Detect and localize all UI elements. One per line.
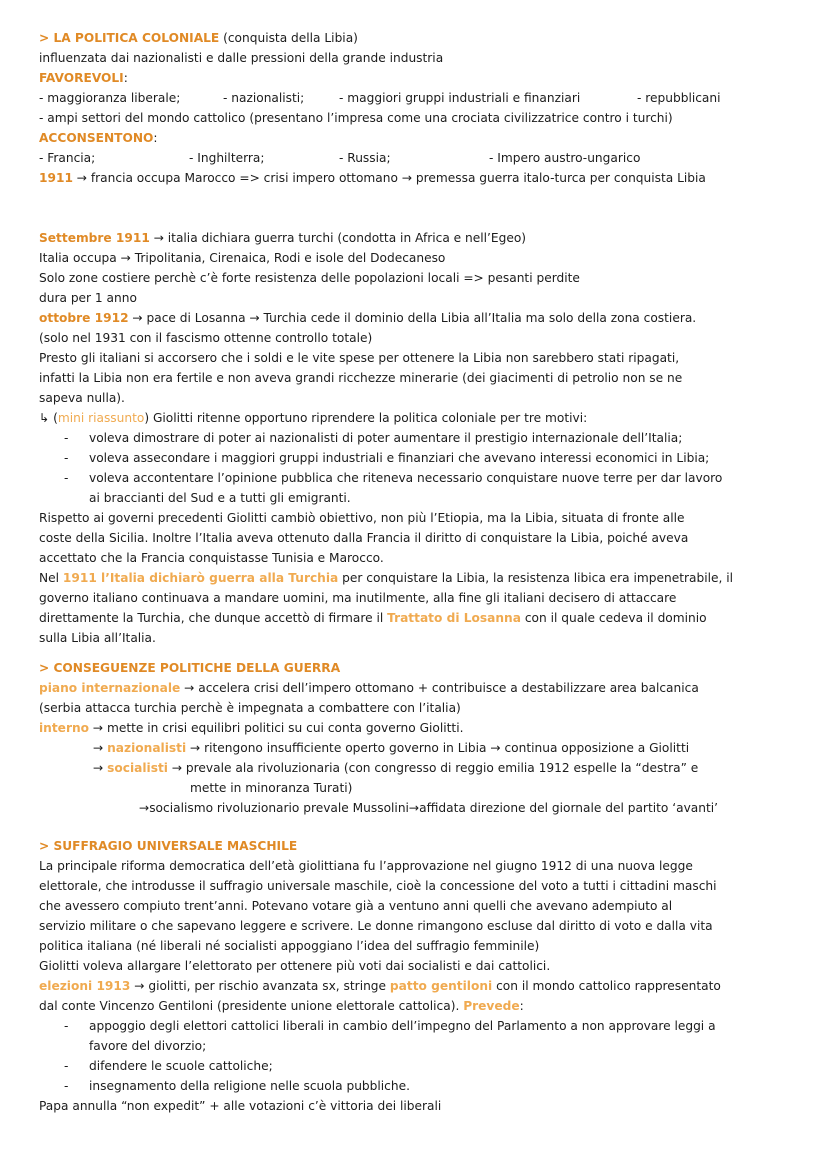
text-line: Solo zone costiere perchè c’è forte resistenza delle popolazioni locali => pesanti perdite xyxy=(39,271,580,285)
text-line: →socialismo rivoluzionario prevale Mussolini→affidata direzione del giornale del partito ‘avanti’ xyxy=(139,801,719,815)
bullet: - xyxy=(64,451,69,465)
highlight: piano internazionale xyxy=(39,681,181,695)
section-heading-suffrage xyxy=(39,836,792,856)
date-highlight: Settembre 1911 xyxy=(39,231,150,245)
bullet: - xyxy=(64,1019,69,1033)
list-item: - Francia; xyxy=(39,151,96,165)
text-line: Settembre 1911 → italia dichiara guerra turchi (condotta in Africa e nell’Egeo) xyxy=(39,231,527,245)
favorevoli-text: FAVOREVOLI xyxy=(39,71,124,85)
section-heading-colonial xyxy=(39,28,792,48)
heading-text: > CONSEGUENZE POLITICHE DELLA GUERRA xyxy=(39,661,341,675)
text-line: direttamente la Turchia, che dunque accettò di firmare il Trattato di Losanna con il quale cedeva il dominio xyxy=(39,611,707,625)
date-highlight: ottobre 1912 xyxy=(39,311,129,325)
text-line: dal conte Vincenzo Gentiloni (presidente unione elettorale cattolica). Prevede: xyxy=(39,999,524,1013)
text-line: piano internazionale → accelera crisi dell’impero ottomano + contribuisce a destabilizzare area balcanica xyxy=(39,681,699,695)
list-item: - repubblicani xyxy=(637,91,721,105)
text-line: Rispetto ai governi precedenti Giolitti cambiò obiettivo, non più l’Etiopia, ma la Libia, situata di fronte alle xyxy=(39,511,685,525)
text-line: Italia occupa → Tripolitania, Cirenaica, Rodi e isole del Dodecaneso xyxy=(39,251,446,265)
text-line: ottobre 1912 → pace di Losanna → Turchia cede il dominio della Libia all’Italia ma solo della zona costiera. xyxy=(39,311,697,325)
highlight: patto gentiloni xyxy=(389,979,493,993)
return-arrow-icon: ↳ ( xyxy=(39,411,58,425)
text-line: (solo nel 1931 con il fascismo ottenne controllo totale) xyxy=(39,331,373,345)
document-page: > LA POLITICA COLONIALE (conquista della Libia) influenzata dai nazionalisti e dalle pressioni della grande industria FAVOREVOLI: - maggioranza liberale; - nazionalisti; - maggiori gruppi industriali e finanziari - repubblicani - ampi settori del mondo cattolico (presentano l’impresa come una crociata civilizzatrice contro i turchi) ACCONSENTONO: - Francia; - Inghilterra; - Russia; - Impero austro-ungarico 1911 → francia occupa Marocco => crisi impero ottomano → premessa guerra italo-turca per conquista Libia Settembre 1911 → italia dichiara guerra turchi (condotta in Africa e nell’Egeo) Italia occupa → Tripolitania, Cirenaica, Rodi e isole del Dodecaneso Solo zone costiere perchè c’è forte resistenza delle popolazioni locali => pesanti perdite dura per 1 anno ottobre 1912 → pace di Losanna → Turchia cede il dominio della Libia all’Italia ma solo della zona costiera. (solo nel 1931 con il fascismo ottenne controllo totale) Presto gli italiani si accorsero che i soldi e le vite spese per ottenere la Libia non sarebbero stati ripagati, infatti la Libia non era fertile e non aveva grandi ricchezze minerarie (dei giacimenti di petrolio non se ne sapeva nulla). ↳ (mini riassunto) Giolitti ritenne opportuno riprendere la politica coloniale per tre motivi: - voleva dimostrare di poter ai nazionalisti di poter aumentare il prestigio internazionale dell’Italia; - voleva assecondare i maggiori gruppi industriali e finanziari che avevano interessi economici in Libia; - voleva accontentare l’opinione pubblica che riteneva necessario conquistare nuove terre per dar lavoro ai braccianti del Sud e a tutti gli emigranti. Rispetto ai governi precedenti Giolitti cambiò obiettivo, non più l’Etiopia, ma la Libia, situata di fronte alle coste della Sicilia. Inoltre l’Italia aveva ottenuto dalla Francia il diritto di conquistare la Libia, poiché aveva accettato che la Francia conquistasse Tunisia e Marocco. Nel 1911 l’Italia dichiarò guerra alla Turchia per conquistare la Libia, la resistenza libica era impenetrabile, il governo italiano continuava a mandare uomini, ma inutilmente, alla fine gli italiani decisero di attaccare direttamente la Turchia, che dunque accettò di firmare il Trattato di Losanna con il quale cedeva il dominio sulla Libia all’Italia. > CONSEGUENZE POLITICHE DELLA GUERRA piano internazionale → accelera crisi dell’impero ottomano + contribuisce a destabilizzare area balcanica (serbia attacca turchia perchè è impegnata a combattere con l’italia) interno → mette in crisi equilibri politici su cui conta governo Giolitti. → nazionalisti → ritengono insufficiente operto governo in Libia → continua opposizione a Giolitti → socialisti → prevale ala rivoluzionaria (con congresso di reggio emilia 1912 espelle la “destra” e mette in minoranza Turati) →socialismo rivoluzionario prevale Mussolini→affidata direzione del giornale del partito ‘avanti’ > SUFFRAGIO UNIVERSALE MASCHILE La principale riforma democratica dell’età giolittiana fu l’approvazione nel giugno 1912 di una nuova legge elettorale, che introdusse il suffragio universale maschile, cioè la concessione del voto a tutti i cittadini maschi che avessero compiuto trent’anni. Potevano votare già a ventuno anni quelli che avevano adempiuto al servizio militare o che sapevano leggere e scrivere. Le donne rimangono escluse dal diritto di voto e dalla vita politica italiana (né liberali né socialisti appoggiano l’idea del suffragio femminile) Giolitti voleva allargare l’elettorato per ottenere più voti dai socialisti e dai cattolici. elezioni 1913 → giolitti, per rischio avanzata sx, stringe patto gentiloni con il mondo cattolico rappresentato dal conte Vincenzo Gentiloni (presidente unione elettorale cattolica). Prevede: - appoggio degli elettori cattolici liberali in cambio dell’impegno del Parlamento a non approvare leggi a favore del divorzio; - difendere le scuole cattoliche; - insegnamento della religione nelle scuola pubbliche. Papa annulla “non expedit” + alle votazioni c’è vittoria dei liberali xyxy=(0,0,828,1169)
text-line: accettato che la Francia conquistasse Tunisia e Marocco. xyxy=(39,551,384,565)
list-item: - maggioranza liberale; xyxy=(39,91,181,105)
acconsentono-list xyxy=(39,148,792,168)
text-line: Nel 1911 l’Italia dichiarò guerra alla Turchia per conquistare la Libia, la resistenza libica era impenetrabile, il xyxy=(39,571,734,585)
text-line: Papa annulla “non expedit” + alle votazioni c’è vittoria dei liberali xyxy=(39,1099,442,1113)
text-line: infatti la Libia non era fertile e non aveva grandi ricchezze minerarie (dei giacimenti di petrolio non se ne xyxy=(39,371,683,385)
heading-text: > LA POLITICA COLONIALE xyxy=(39,31,220,45)
text-line: La principale riforma democratica dell’età giolittiana fu l’approvazione nel giugno 1912 di una nuova legge xyxy=(39,859,693,873)
text-line: Giolitti voleva allargare l’elettorato per ottenere più voti dai socialisti e dai cattolici. xyxy=(39,959,551,973)
text-line: politica italiana (né liberali né socialisti appoggiano l’idea del suffragio femminile) xyxy=(39,939,540,953)
mini-summary-line: ↳ (mini riassunto) Giolitti ritenne opportuno riprendere la politica coloniale per tre motivi: xyxy=(39,411,588,425)
bullet: - xyxy=(64,1059,69,1073)
text-line: - ampi settori del mondo cattolico (presentano l’impresa come una crociata civilizzatrice contro i turchi) xyxy=(39,111,673,125)
text-line: Presto gli italiani si accorsero che i soldi e le vite spese per ottenere la Libia non sarebbero stati ripagati, xyxy=(39,351,680,365)
highlight: elezioni 1913 xyxy=(39,979,131,993)
arrow-icon: → xyxy=(93,741,108,755)
text-line: (serbia attacca turchia perchè è impegnata a combattere con l’italia) xyxy=(39,701,461,715)
colon: : xyxy=(123,71,128,85)
highlight: Prevede xyxy=(463,999,520,1013)
text-line: governo italiano continuava a mandare uomini, ma inutilmente, alla fine gli italiani decisero di attaccare xyxy=(39,591,677,605)
text-line: coste della Sicilia. Inoltre l’Italia aveva ottenuto dalla Francia il diritto di conquistare la Libia, poiché aveva xyxy=(39,531,689,545)
highlight: interno xyxy=(39,721,90,735)
highlight: 1911 l’Italia dichiarò guerra alla Turchia xyxy=(62,571,339,585)
list-item: - Russia; xyxy=(339,151,391,165)
favorevoli-list xyxy=(39,88,792,108)
text-line: interno → mette in crisi equilibri politici su cui conta governo Giolitti. xyxy=(39,721,464,735)
text-line: sapeva nulla). xyxy=(39,391,125,405)
text-line: → socialisti → prevale ala rivoluzionaria (con congresso di reggio emilia 1912 espelle la “destra” e xyxy=(93,761,699,775)
list-item: - nazionalisti; xyxy=(223,91,305,105)
acconsentono-text: ACCONSENTONO xyxy=(39,131,154,145)
arrow-icon: → xyxy=(93,761,108,775)
text-line: → nazionalisti → ritengono insufficiente operto governo in Libia → continua opposizione a Giolitti xyxy=(93,741,690,755)
list-item: - Impero austro-ungarico xyxy=(489,151,641,165)
bullet: - xyxy=(64,471,69,485)
text-line: influenzata dai nazionalisti e dalle pressioni della grande industria xyxy=(39,51,444,65)
list-item: - Inghilterra; xyxy=(189,151,265,165)
acconsentono-label xyxy=(39,128,792,148)
bullet: - xyxy=(64,431,69,445)
highlight: nazionalisti xyxy=(107,741,187,755)
highlight: socialisti xyxy=(107,761,168,775)
text-line: sulla Libia all’Italia. xyxy=(39,631,156,645)
colon: : xyxy=(153,131,158,145)
text-line: elezioni 1913 → giolitti, per rischio avanzata sx, stringe patto gentiloni con il mondo cattolico rappresentato xyxy=(39,979,721,993)
date-highlight: 1911 xyxy=(39,171,73,185)
heading-subtitle: (conquista della Libia) xyxy=(219,31,358,45)
text-line: elettorale, che introdusse il suffragio universale maschile, cioè la concessione del voto a tutti i cittadini maschi xyxy=(39,879,717,893)
list-item: - maggiori gruppi industriali e finanziari xyxy=(339,91,581,105)
mini-summary-label: mini riassunto xyxy=(57,411,145,425)
text-line: servizio militare o che sapevano leggere e scrivere. Le donne rimangono escluse dal diritto di voto e dalla vita xyxy=(39,919,713,933)
heading-text: > SUFFRAGIO UNIVERSALE MASCHILE xyxy=(39,839,298,853)
bullet: - xyxy=(64,1079,69,1093)
highlight: Trattato di Losanna xyxy=(387,611,521,625)
text-line: mette in minoranza Turati) xyxy=(190,781,353,795)
text-line: che avessero compiuto trent’anni. Potevano votare già a ventuno anni quelli che avevano adempiuto al xyxy=(39,899,673,913)
section-heading-consequences xyxy=(39,658,792,678)
text-line: 1911 → francia occupa Marocco => crisi impero ottomano → premessa guerra italo-turca per conquista Libia xyxy=(39,171,706,185)
favorevoli-label xyxy=(39,68,792,88)
text-line: dura per 1 anno xyxy=(39,291,137,305)
